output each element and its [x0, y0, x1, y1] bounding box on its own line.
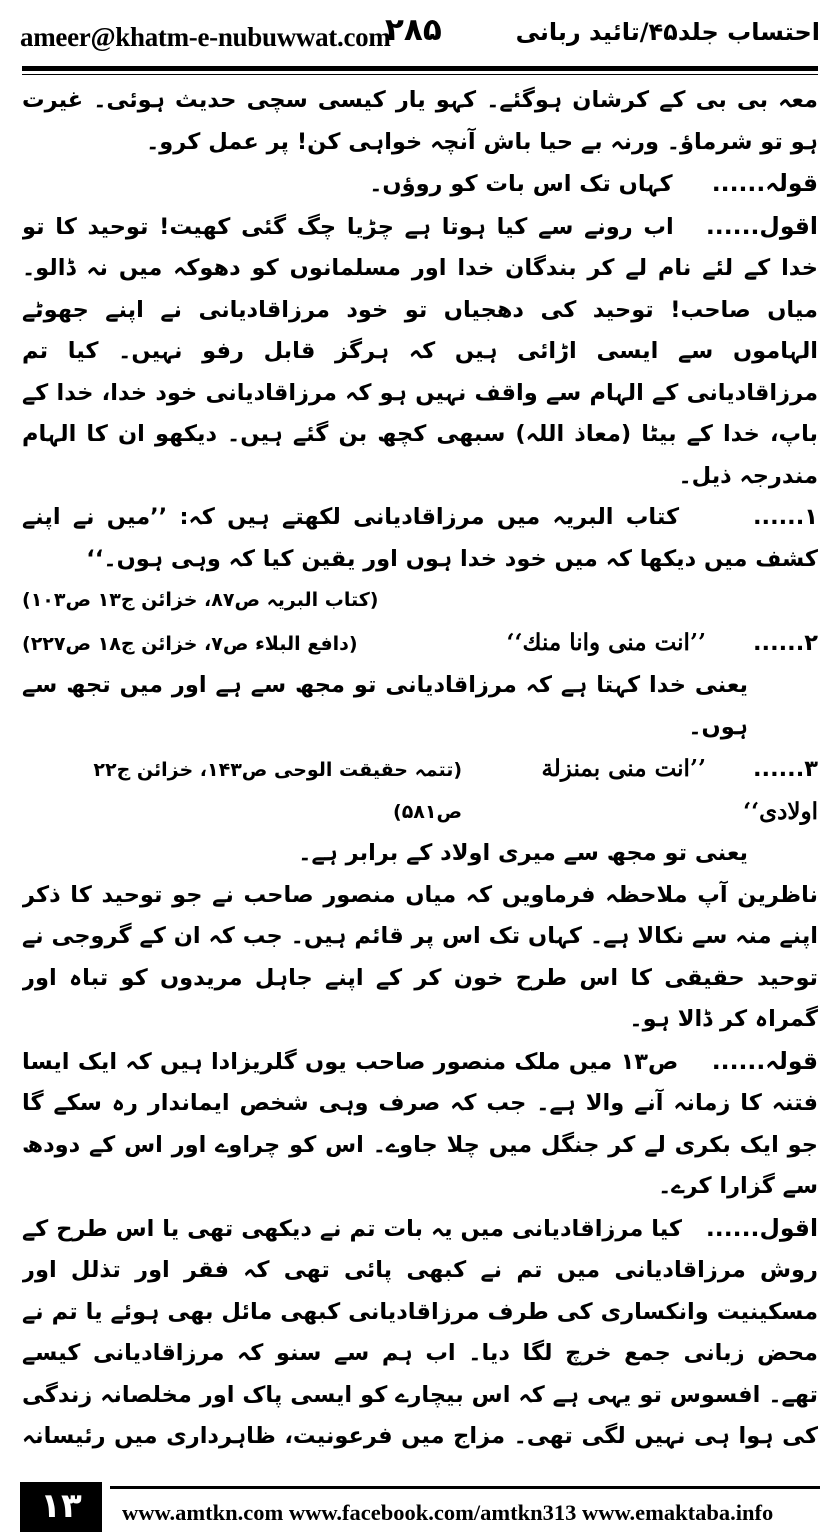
- page-body: [22, 80, 818, 1458]
- arabic-quote: ’’انت منی بمنزلة اولادی‘‘: [541, 755, 818, 825]
- list-item: ۲...... ’’انت منی وانا منك‘‘ (دافع البلاء ص۷، خزائن ج۱۸ ص۲۲۷): [22, 622, 818, 666]
- header-rule-thin: [22, 74, 818, 75]
- paragraph: قولہ...... ص۱۳ میں ملک منصور صاحب یوں گلریزادا ہیں کہ ایک ایسا فتنہ کا زمانہ آنے والا ہے۔ جب کہ صرف وہی شخص ایماندار رہ سکے گا جو ایک بکری لے کر جنگل میں چلا جاوے۔ اس کو چراوے اور اس کے دودھ سے گزارا کرے۔: [22, 1046, 818, 1199]
- paragraph: قولہ...... کہاں تک اس بات کو روؤں۔: [369, 169, 818, 197]
- arabic-quote: ’’انت منی وانا منك‘‘: [506, 628, 706, 656]
- keyword-qaulahu: قولہ......: [711, 169, 818, 197]
- citation: (دافع البلاء ص۷، خزائن ج۱۸ ص۲۲۷): [22, 632, 358, 655]
- page-footer: [0, 1460, 840, 1540]
- list-item: ۳...... ’’انت منی بمنزلة اولادی‘‘ (تتمہ حقیقت الوحی ص۱۴۳، خزائن ج۲۲ ص۵۸۱): [22, 748, 818, 833]
- list-item: ۱...... کتاب البریہ میں مرزاقادیانی لکھتے ہیں کہ: ’’میں نے اپنے کشف میں دیکھا کہ میں خود خدا ہوں اور یقین کیا کہ وہی ہوں۔‘‘: [22, 504, 818, 572]
- translation: یعنی خدا کہتا ہے کہ مرزاقادیانی تو مجھ سے ہے اور میں تجھ سے ہوں۔: [22, 672, 748, 740]
- footer-urls: www.amtkn.com www.facebook.com/amtkn313 www.emaktaba.info: [122, 1500, 774, 1525]
- paragraph: اقول...... اب رونے سے کیا ہوتا ہے چڑیا چگ گئی کھیت! توحید کا تو خدا کے لئے نام لے کر بندگان خدا اور مسلمانوں کو دھوکہ میں نہ ڈالو۔ میاں صاحب! توحید کی دھجیاں تو خود مرزاقادیانی نے اپنے جھوٹے الہاموں سے ایسی اڑائی ہیں کہ ہرگز قابل رفو نہیں۔ کیا تم مرزاقادیانی کے الہام سے واقف نہیں ہو کہ مرزاقادیانی خود خدا، خدا کے باپ، خدا کے بیٹا (معاذ اللہ) سبھی کچھ بن گئے ہیں۔ دیکھو ان کا الہام مندرجہ ذیل۔: [22, 211, 818, 489]
- page-number: ۲۸۵: [385, 12, 442, 48]
- paragraph: معہ بی بی کے کرشان ہوگئے۔ کہو یار کیسی سچی حدیث ہوئی۔ غیرت ہو تو شرماؤ۔ ورنہ بے حیا باش آنچہ خواہی کن! پر عمل کرو۔: [22, 87, 818, 155]
- running-title: احتساب جلد۴۵/تائید ربانی: [515, 18, 820, 46]
- paragraph: ناظرین آپ ملاحظہ فرماویں کہ میاں منصور صاحب نے جو توحید کا ذکر اپنے منہ سے نکالا ہے۔ کہاں تک اس پر قائم ہیں۔ جب کہ ان کے گروجی نے توحید حقیقی کا اس طرح خون کر کے اپنے جاہل مریدوں کو تباہ اور گمراہ کر ڈالا ہو۔: [22, 881, 818, 1032]
- keyword-aqulu: اقول......: [705, 211, 818, 240]
- footer-rule: [110, 1486, 820, 1489]
- paragraph: اقول...... کیا مرزاقادیانی میں یہ بات تم نے دیکھی تھی یا اس طرح کے روش مرزاقادیانی میں تم نے کبھی پائی تھی کہ فقر اور تذلل اور مسکینیت وانکساری کی طرف مرزاقادیانی کبھی مائل بھی ہوئے یا تم نے محض زبانی جمع خرچ لگا دیا۔ اب ہم سے سنو کہ مرزاقادیانی کیسے تھے۔ افسوس تو یہی ہے کہ اس بیچارے کو ایسی پاک اور مخلصانہ زندگی کی ہوا ہی نہیں لگی تھی۔ مزاج میں فرعونیت، ظاہرداری میں رئیسانہ: [22, 1213, 818, 1449]
- translation: یعنی تو مجھ سے میری اولاد کے برابر ہے۔: [298, 840, 748, 866]
- citation-row: [22, 580, 818, 622]
- email-address: ameer@khatm-e-nubuwwat.com: [20, 22, 391, 52]
- header-rule-thick: [22, 66, 818, 71]
- keyword-qaulahu: قولہ......: [711, 1046, 818, 1075]
- citation: (تتمہ حقیقت الوحی ص۱۴۳، خزائن ج۲۲ ص۵۸۱): [93, 759, 463, 823]
- citation: (کتاب البریہ ص۸۷، خزائن ج۱۳ ص۱۰۳): [22, 589, 379, 611]
- page-header: [0, 0, 840, 70]
- keyword-aqulu: اقول......: [705, 1213, 818, 1242]
- footer-page-number: ۱۳: [20, 1482, 102, 1532]
